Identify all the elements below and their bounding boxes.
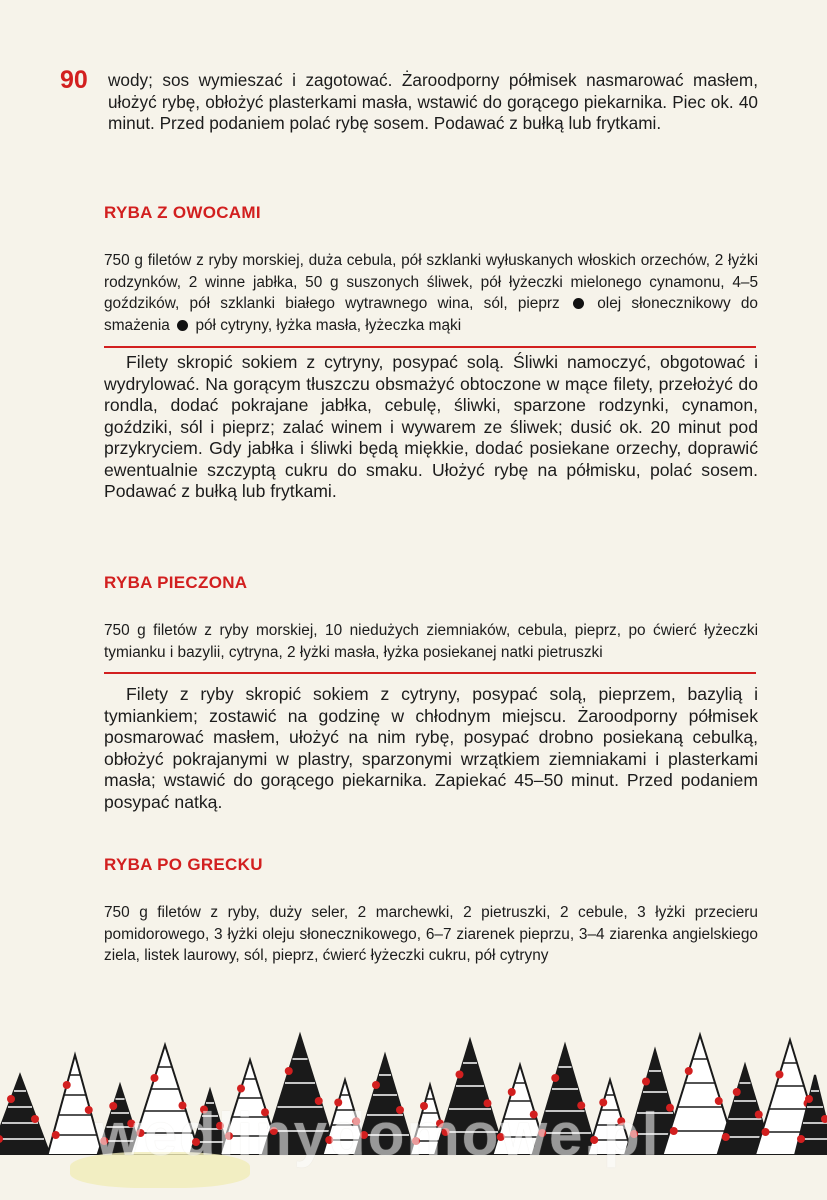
ingredients-ryba-pieczona: 750 g filetów z ryby morskiej, 10 niedużych ziemniaków, cebula, pieprz, po ćwierć łyżeczki tymianku i bazylii, cytryna, 2 łyżki masła, łyżka posiekanej natki pietruszki [104, 622, 758, 661]
ornament-ball [456, 1071, 464, 1079]
ornament-ball [151, 1074, 159, 1082]
recipe-title-ryba-z-owocami: RYBA Z OWOCAMI [104, 203, 261, 222]
ingredients-extra: pół cytryny, łyżka masła, łyżeczka mąki [195, 316, 462, 334]
ornament-ball [237, 1085, 245, 1093]
separator-line [104, 672, 756, 674]
ornament-ball [285, 1067, 293, 1075]
ornament-ball [642, 1078, 650, 1086]
ornament-ball [685, 1067, 693, 1075]
ingredients-frying: olej słonecznikowy do smażenia [104, 295, 758, 334]
ornament-ball [776, 1071, 784, 1079]
previous-recipe-continuation: wody; sos wymieszać i zagotować. Żaroodporny półmisek nasmarować masłem, ułożyć rybę, obłożyć plasterkami masła, wstawić do gorącego piekarnika. Piec ok. 40 minut. Przed podaniem polać rybę sosem. Podawać z bułką lub frytkami. [108, 70, 758, 133]
ornament-ball [733, 1088, 741, 1096]
ornament-ball [805, 1095, 813, 1103]
ornament-ball [85, 1106, 93, 1114]
tree-shape [0, 1075, 50, 1155]
watermark: wedlinydomowe.pl [95, 1101, 661, 1168]
page-number: 90 [60, 66, 88, 94]
method-paragraph: Filety skropić sokiem z cytryny, posypać solą. Śliwki namoczyć, obgotować i wydrylować. Na gorącym tłuszczu obsmażyć obtoczone w mące filety, przełożyć do rondla, dodać pokrajane jabłka, cebulę, śliwki, sparzone rodzynki, cynamon, goździki, sól i pieprz; zalać winem i wywarem ze śliwek; dusić ok. 20 minut pod przykryciem. Gdy jabłka i śliwki będą miękkie, dodać posiekane orzechy, doprawić ewentualnie szczyptą cukru do smaku. Ułożyć rybę na półmisku, polać sosem. Podawać z bułką lub frytkami. [104, 352, 758, 501]
ingredients-ryba-z-owocami [104, 250, 758, 336]
bullet-icon [573, 298, 584, 309]
ornament-ball [755, 1111, 763, 1119]
ornament-ball [7, 1095, 15, 1103]
ornament-ball [762, 1128, 770, 1136]
separator-line [104, 346, 756, 348]
ornament-ball [63, 1081, 71, 1089]
method-ryba-z-owocami [104, 352, 758, 503]
ingredients-main: 750 g filetów z ryby morskiej, duża cebula, pół szklanki wyłuskanych włoskich orzechów, 2 łyżki rodzynków, 2 winne jabłka, 50 g suszonych śliwek, pół łyżeczki mielonego cynamonu, 4–5 goździków, pół szklanki białego wytrawnego wina, sól, pieprz [104, 252, 758, 312]
ingredients-ryba-po-grecku: 750 g filetów z ryby, duży seler, 2 marchewki, 2 pietruszki, 2 cebule, 3 łyżki przecieru pomidorowego, 3 łyżki oleju słonecznikowego, 6–7 ziarenek pieprzu, 3–4 ziarenka angielskiego ziela, listek laurowy, sól, pieprz, ćwierć łyżeczki cukru, pół cytryny [104, 904, 758, 964]
recipe-title-ryba-pieczona: RYBA PIECZONA [104, 573, 248, 592]
ornament-ball [797, 1135, 805, 1143]
recipe-title-ryba-po-grecku: RYBA PO GRECKU [104, 855, 263, 874]
ornament-ball [372, 1081, 380, 1089]
method-paragraph: Filety z ryby skropić sokiem z cytryny, posypać solą, pieprzem, bazylią i tymiankiem; zostawić na godzinę w chłodnym miejscu. Żaroodporny półmisek posmarować masłem, ułożyć na nim rybę, posypać drobno posiekaną cebulką, obłożyć pokrajanymi w plastry, sparzonymi wrzątkiem ziemniakami i plasterkami masła; wstawić do gorącego piekarnika. Zapiekać 45–50 minut. Przed podaniem posypać natką. [104, 684, 758, 812]
ornament-ball [551, 1074, 559, 1082]
ornament-ball [508, 1088, 516, 1096]
bullet-icon [177, 320, 188, 331]
ornament-ball [52, 1131, 60, 1139]
ornament-ball [31, 1115, 39, 1123]
method-ryba-pieczona [104, 684, 758, 813]
